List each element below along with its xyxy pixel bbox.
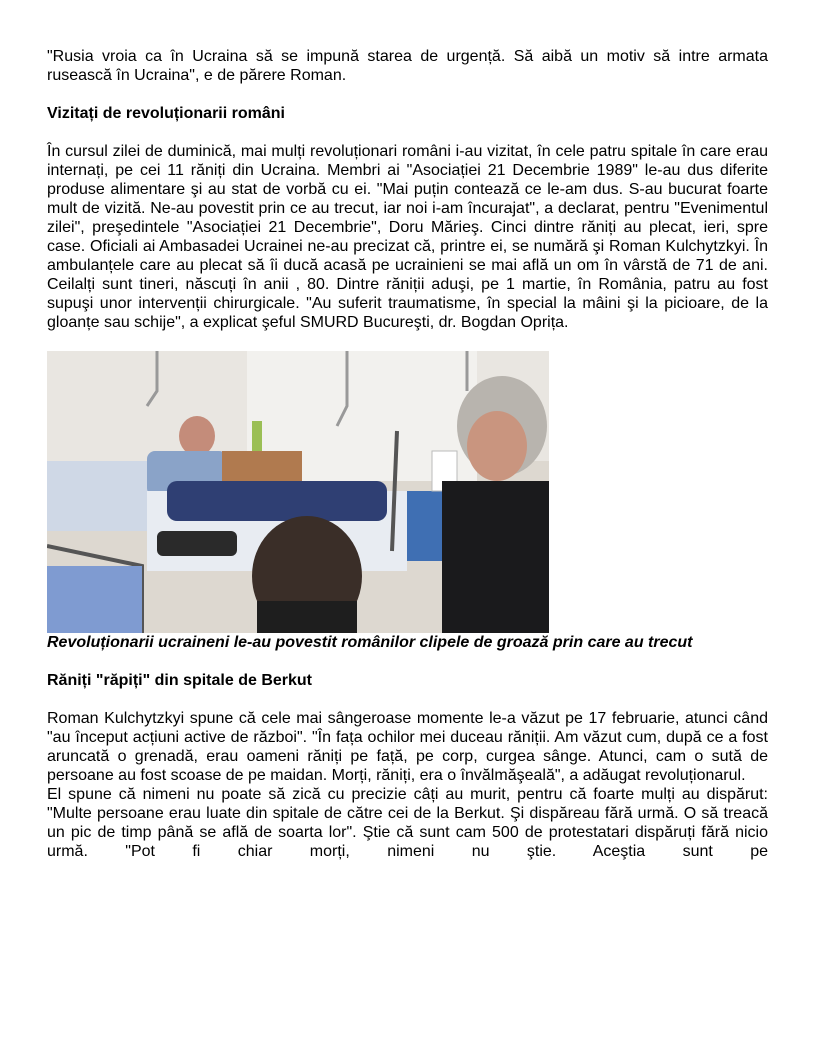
- intro-quote: "Rusia vroia ca în Ucraina să se impună starea de urgență. Să aibă un motiv să intre armata rusească în Ucraina", e de părere Roman.: [47, 48, 768, 84]
- photo-caption: Revoluționarii ucraineni le-au povestit românilor clipele de groază prin care au trecut: [47, 634, 693, 651]
- section-body-para2: El spune că nimeni nu poate să zică cu precizie câți au murit, pentru că foarte mulți au dispărut: "Multe persoane erau luate din spitale de către cei de la Berkut. Şi dispăreau fără urmă. O să treacă un pic de timp până se află de soarta lor". Ştie că sunt cam 500 de protestatari dispăruți fără nicio urmă. "Pot fi chiar morți, nimeni nu ştie. Aceştia sunt pe: [47, 786, 768, 860]
- article-photo: [47, 351, 549, 633]
- section-heading-berkut: Răniți "răpiți" din spitale de Berkut: [47, 672, 312, 689]
- section-body-para1: Roman Kulchytzkyi spune că cele mai sângeroase momente le-a văzut pe 17 februarie, atunci când "au început acțiuni active de război". "În fața ochilor mei duceau răniții. Am văzut cum, după ce a fost aruncată o grenadă, erau oameni răniți pe față, pe corp, curgea sânge. Atunci, cam o sută de persoane au fost scoase de pe maidan. Morți, răniți, era o învălmăşeală", a adăugat revoluționarul.: [47, 710, 768, 784]
- section-body-visits: În cursul zilei de duminică, mai mulți revoluționari români i-au vizitat, în cele patru spitale în care erau internați, pe cei 11 răniți din Ucraina. Membri ai "Asociației 21 Decembrie 1989" le-au dus diferite produse alimentare şi au stat de vorbă cu ei. "Mai puțin contează ce le-am dus. S-au bucurat foarte mult de vizită. Ne-au povestit prin ce au trecut, iar noi i-am încurajat", a declarat, pentru "Evenimentul zilei", preşedintele "Asociației 21 Decembrie", Doru Mărieş. Cinci dintre răniți au plecat, ieri, spre case. Oficiali ai Ambasadei Ucrainei ne-au precizat că, printre ei, se numără şi Roman Kulchytzkyi. În ambulanțele care au plecat să îi ducă acasă pe ucrainieni se mai află un om în vârstă de 71 de ani. Ceilalți sunt tineri, născuți în anii , 80. Dintre răniții aduşi, pe 1 martie, în România, patru au fost supuşi unor intervenții chirurgicale. "Au suferit traumatisme, în special la mâini şi la picioare, de la gloanțe sau schije", a explicat şeful SMURD Bucureşti, dr. Bogdan Oprița.: [47, 143, 768, 331]
- article-page: [47, 47, 768, 861]
- hospital-room-photo: [47, 351, 549, 633]
- section-heading-visits: Vizitați de revoluționarii români: [47, 105, 285, 122]
